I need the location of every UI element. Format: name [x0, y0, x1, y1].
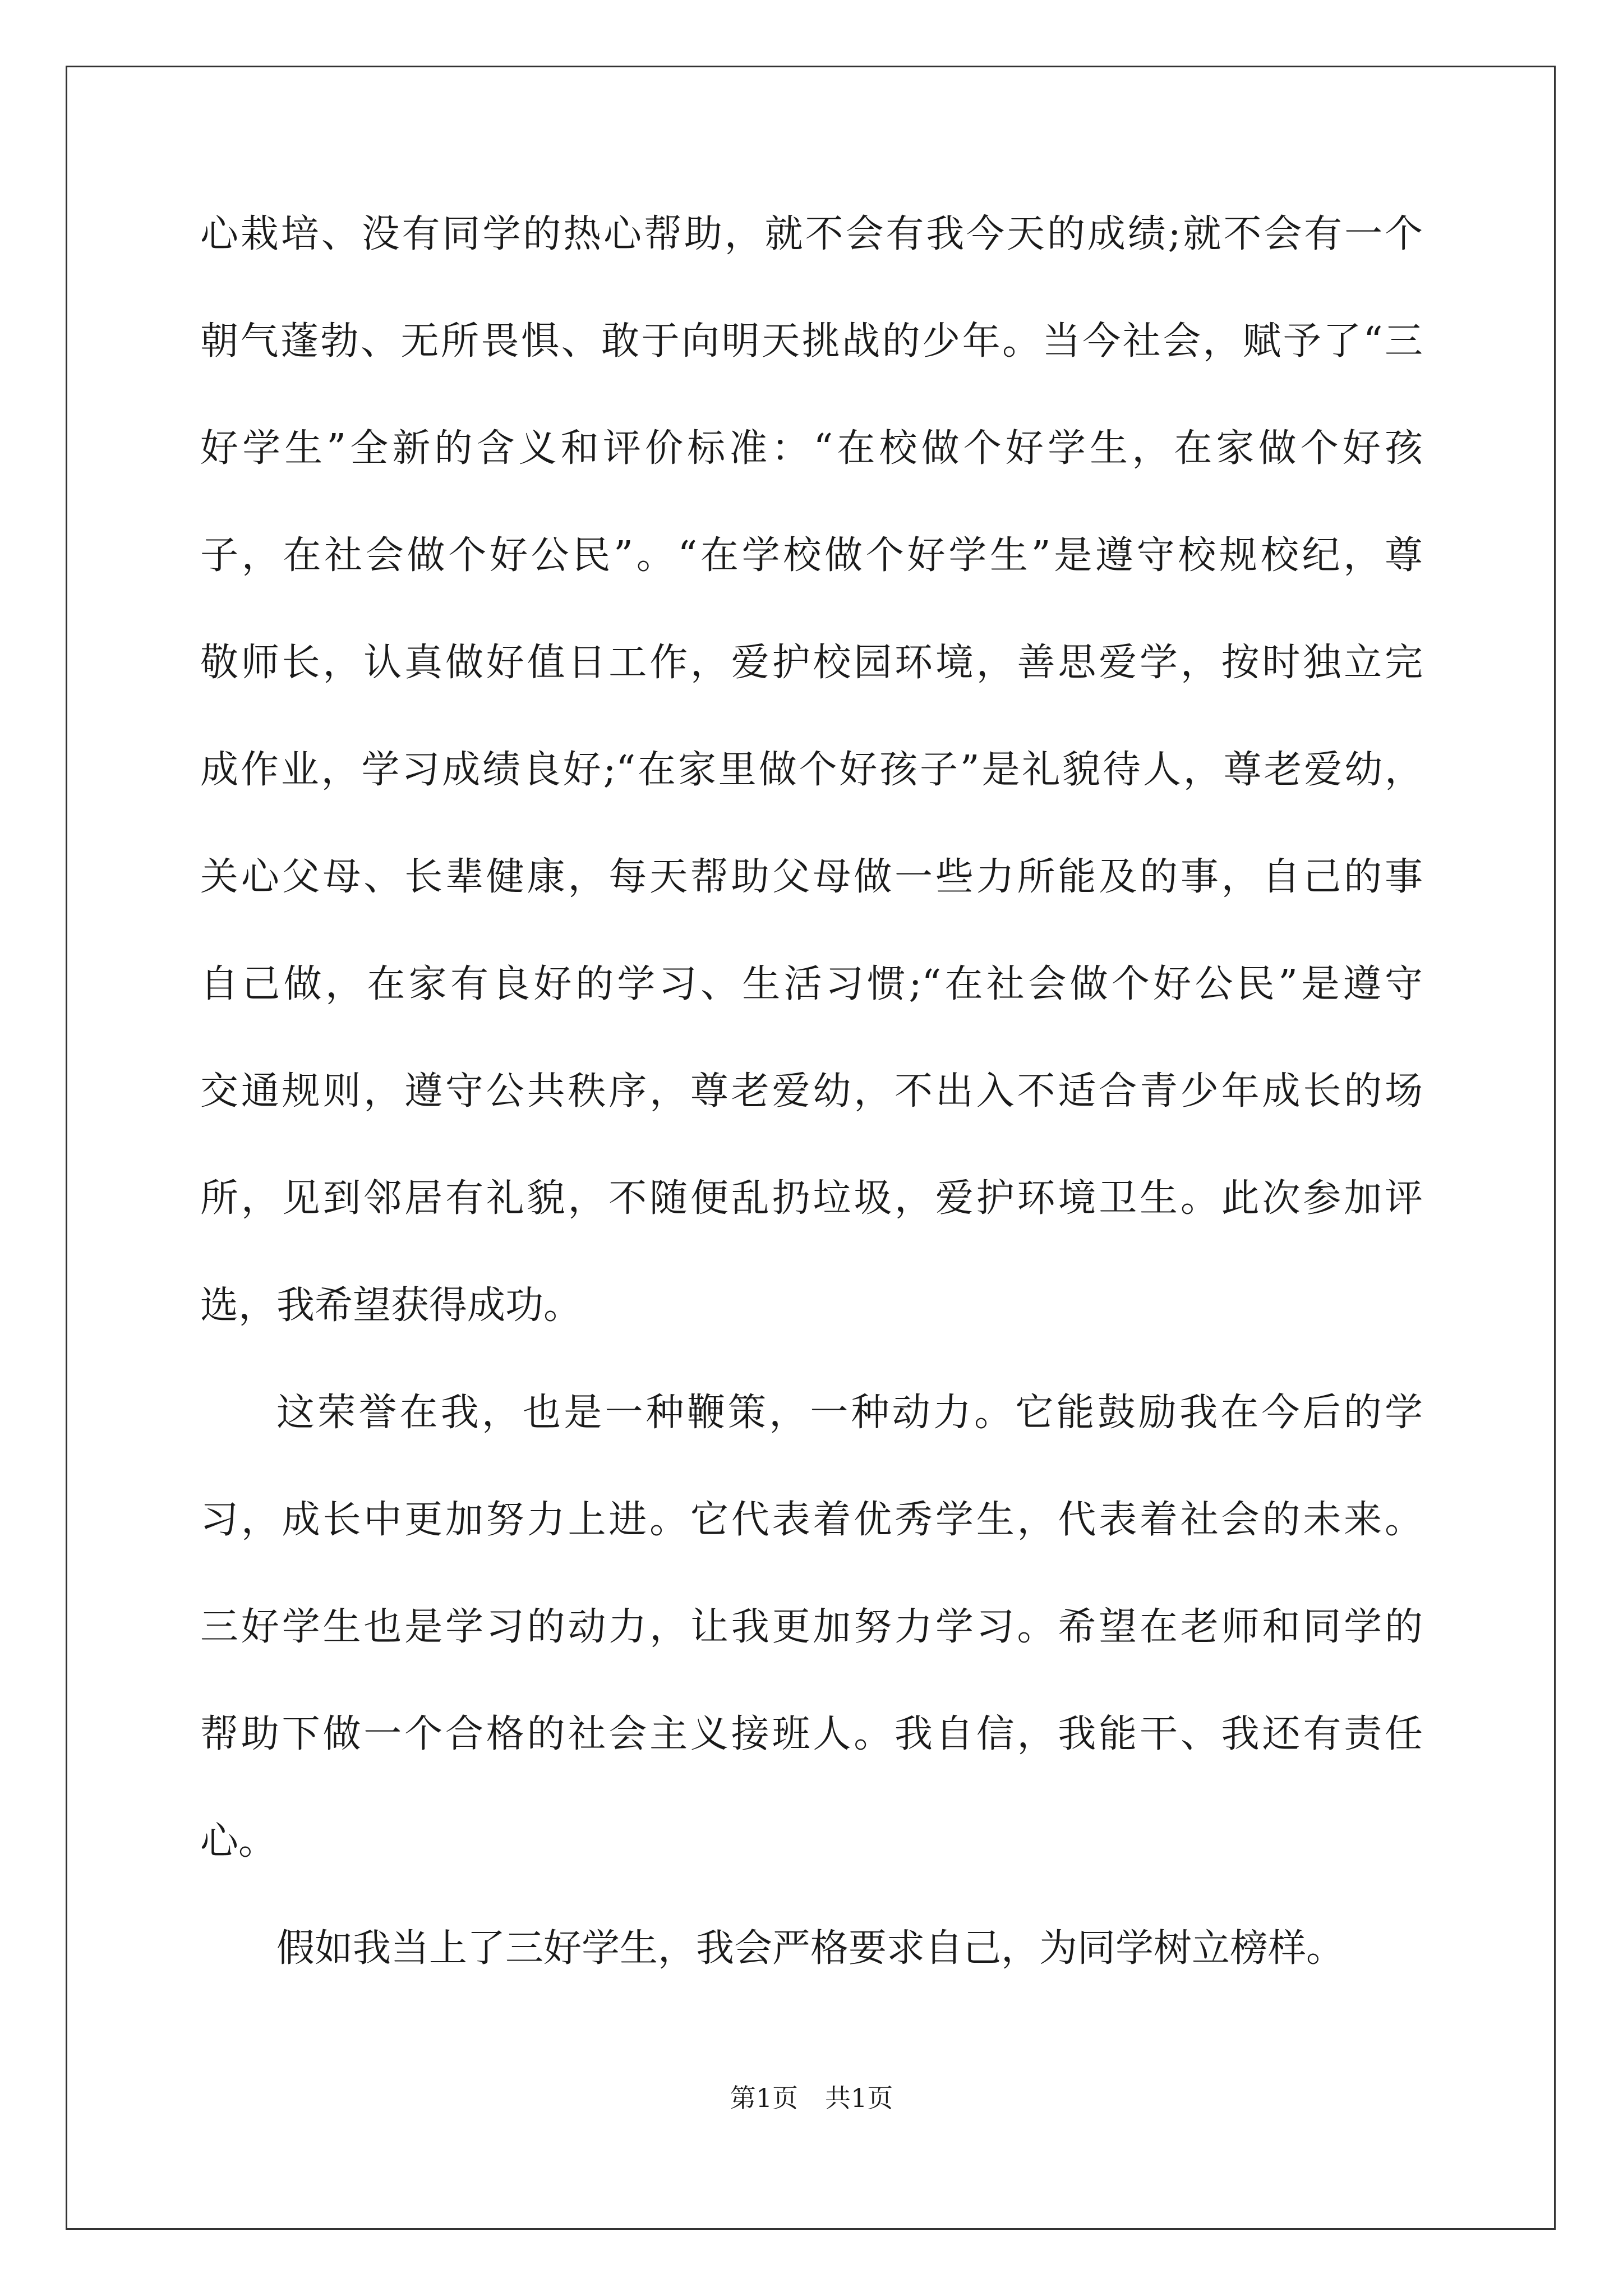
text-line: 选，我希望获得成功。 [200, 1283, 582, 1328]
text-line: 帮助下做一个合格的社会主义接班人。我自信，我能干、我还有责任 [200, 1712, 1423, 1756]
page-number: 第1页 [730, 2083, 798, 2113]
text-line: 三好学生也是学习的动力，让我更加努力学习。希望在老师和同学的 [200, 1605, 1423, 1649]
text-line: 子，在社会做个好公民”。“在学校做个好学生”是遵守校规校纪，尊 [200, 533, 1423, 578]
page-footer [0, 2082, 1623, 2114]
text-line: 敬师长，认真做好值日工作，爱护校园环境，善思爱学，按时独立完 [200, 641, 1423, 685]
text-line: 习，成长中更加努力上进。它代表着优秀学生，代表着社会的未来。 [200, 1498, 1423, 1542]
text-line: 好学生”全新的含义和评价标准：“在校做个好学生，在家做个好孩 [200, 426, 1423, 471]
text-line: 所，见到邻居有礼貌，不随便乱扔垃圾，爱护环境卫生。此次参加评 [200, 1176, 1423, 1221]
text-line: 心。 [200, 1819, 277, 1864]
text-line: 假如我当上了三好学生，我会严格要求自己，为同学树立榜样。 [276, 1926, 1345, 1971]
text-line: 这荣誉在我，也是一种鞭策，一种动力。它能鼓励我在今后的学 [276, 1391, 1423, 1435]
page-total: 共1页 [825, 2083, 893, 2113]
text-line: 自己做，在家有良好的学习、生活习惯;“在社会做个好公民”是遵守 [200, 962, 1423, 1006]
text-line: 心栽培、没有同学的热心帮助，就不会有我今天的成绩;就不会有一个 [200, 212, 1423, 256]
document-body [200, 213, 1423, 2035]
text-line: 朝气蓬勃、无所畏惧、敢于向明天挑战的少年。当今社会，赋予了“三 [200, 319, 1423, 364]
text-line: 交通规则，遵守公共秩序，尊老爱幼，不出入不适合青少年成长的场 [200, 1069, 1423, 1114]
text-line: 成作业，学习成绩良好;“在家里做个好孩子”是礼貌待人，尊老爱幼， [200, 748, 1423, 792]
text-line: 关心父母、长辈健康，每天帮助父母做一些力所能及的事，自己的事 [200, 855, 1423, 899]
